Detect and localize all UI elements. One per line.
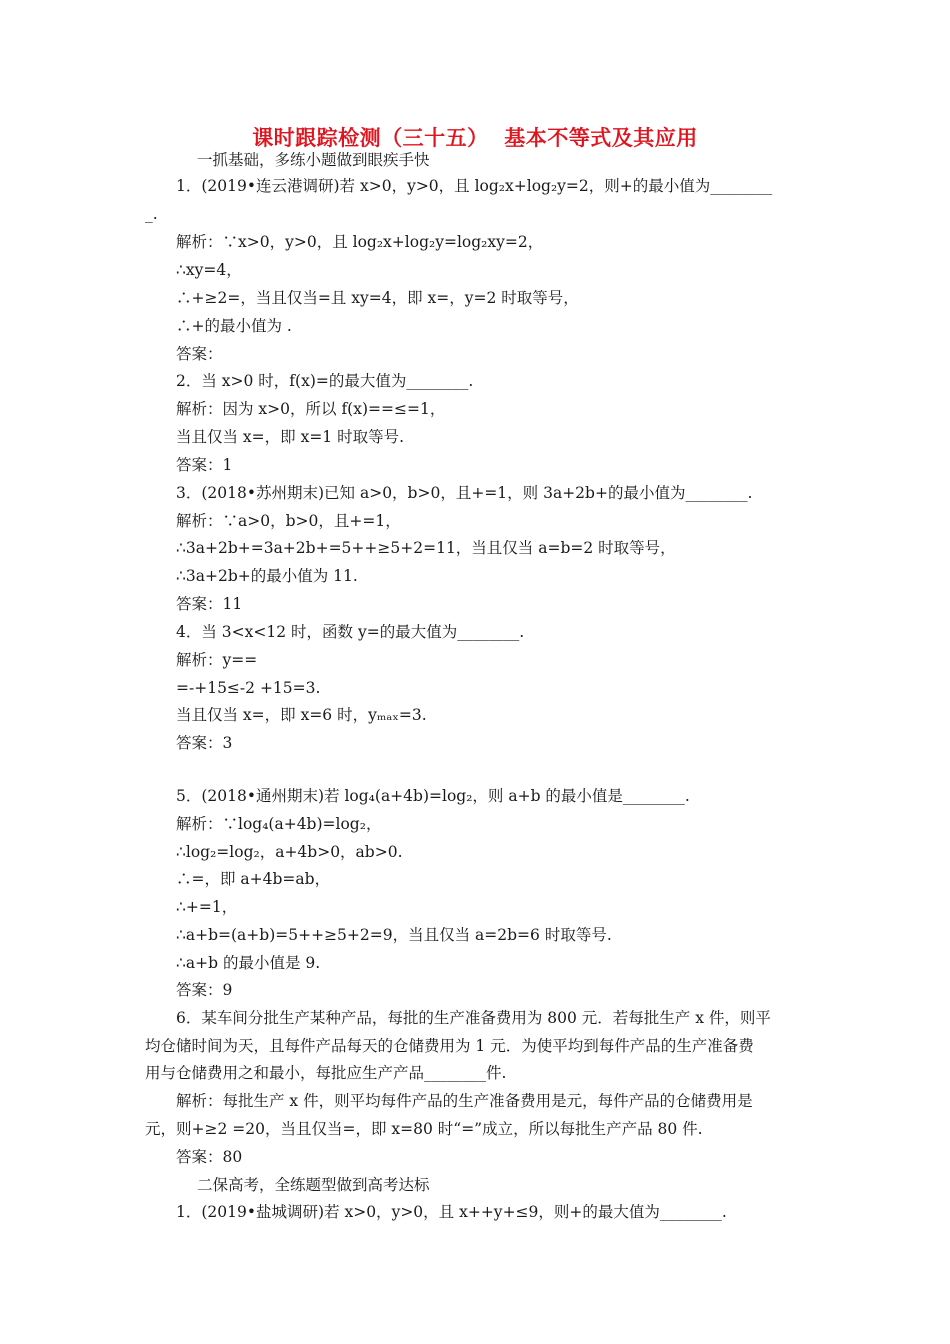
problem-4-solution: 解析：y== <box>176 651 258 669</box>
problem-1-answer: 答案： <box>176 345 223 363</box>
problem-2-statement: 2．当 x>0 时，f(x)=的最大值为________. <box>176 372 474 390</box>
problem-6-solution: 解析：每批生产 x 件，则平均每件产品的生产准备费用是元，每件产品的仓储费用是 <box>176 1092 753 1110</box>
problem-5-solution: ∴a+b 的最小值是 9. <box>176 954 321 972</box>
problem-5-solution: 解析：∵log₄(a+4b)=log₂， <box>176 815 382 833</box>
problem-5-solution: ∴a+b=(a+b)=5++≥5+2=9，当且仅当 a=2b=6 时取等号. <box>176 926 612 944</box>
problem-5-statement: 5．(2018•通州期末)若 log₄(a+4b)=log₂，则 a+b 的最小值是________. <box>176 787 690 805</box>
problem-6-solution-cont: 元，则+≥2 =20，当且仅当=，即 x=80 时“=”成立，所以每批生产产品 80 件. <box>145 1120 703 1138</box>
problem-4-solution: =-+15≤-2 +15=3. <box>176 679 321 697</box>
problem-3-solution: 解析：∵a>0，b>0，且+=1， <box>176 512 401 530</box>
problem-6-answer: 答案：80 <box>176 1148 243 1166</box>
problem-3-statement: 3．(2018•苏州期末)已知 a>0，b>0，且+=1，则 3a+2b+的最小值为________. <box>176 484 753 502</box>
problem-3-answer: 答案：11 <box>176 595 243 613</box>
problem-3-solution: ∴3a+2b+的最小值为 11. <box>176 567 358 585</box>
problem-1-solution: 解析：∵x>0，y>0，且 log₂x+log₂y=log₂xy=2， <box>176 233 544 251</box>
problem-4-statement: 4．当 3<x<12 时，函数 y=的最大值为________. <box>176 623 525 641</box>
problem-5-solution: ∴=，即 a+4b=ab， <box>176 870 331 888</box>
problem-1-solution: ∴+的最小值为 . <box>176 317 292 335</box>
page-title: 课时跟踪检测（三十五） 基本不等式及其应用 <box>252 126 698 150</box>
section-heading-exam: 二保高考，全练题型做到高考达标 <box>197 1176 430 1194</box>
section-heading-basic: 一抓基础，多练小题做到眼疾手快 <box>197 151 430 169</box>
problem-6-statement-cont: 均仓储时间为天，且每件产品每天的仓储费用为 1 元．为使平均到每件产品的生产准备费 <box>145 1037 754 1055</box>
problem-3-solution: ∴3a+2b+=3a+2b+=5++≥5+2=11，当且仅当 a=b=2 时取等号， <box>176 539 676 557</box>
problem-5-solution: ∴log₂=log₂，a+4b>0，ab>0. <box>176 843 403 861</box>
problem-2-answer: 答案：1 <box>176 456 233 474</box>
problem-2-solution: 解析：因为 x>0，所以 f(x)==≤=1， <box>176 400 446 418</box>
problem-1-statement-cont: _. <box>145 205 158 223</box>
problem-1-solution: ∴xy=4， <box>176 261 242 279</box>
problem-1-statement: 1．(2019•连云港调研)若 x>0，y>0，且 log₂x+log₂y=2，则+的最小值为________ <box>176 177 773 195</box>
problem-4-solution: 当且仅当 x=，即 x=6 时，yₘₐₓ=3. <box>176 706 427 724</box>
problem-6-statement: 6．某车间分批生产某种产品，每批的生产准备费用为 800 元．若每批生产 x 件，则平 <box>176 1009 771 1027</box>
problem-2-solution: 当且仅当 x=，即 x=1 时取等号. <box>176 428 405 446</box>
problem-6-statement-cont: 用与仓储费用之和最小，每批应生产产品________件. <box>145 1064 507 1082</box>
problem-5-solution: ∴+=1， <box>176 898 238 916</box>
problem-1-solution: ∴+≥2=，当且仅当=且 xy=4，即 x=，y=2 时取等号， <box>176 289 579 307</box>
problem-5-answer: 答案：9 <box>176 981 233 999</box>
problem-4-answer: 答案：3 <box>176 734 233 752</box>
exam-problem-1-statement: 1．(2019•盐城调研)若 x>0，y>0，且 x++y+≤9，则+的最大值为________. <box>176 1203 727 1221</box>
